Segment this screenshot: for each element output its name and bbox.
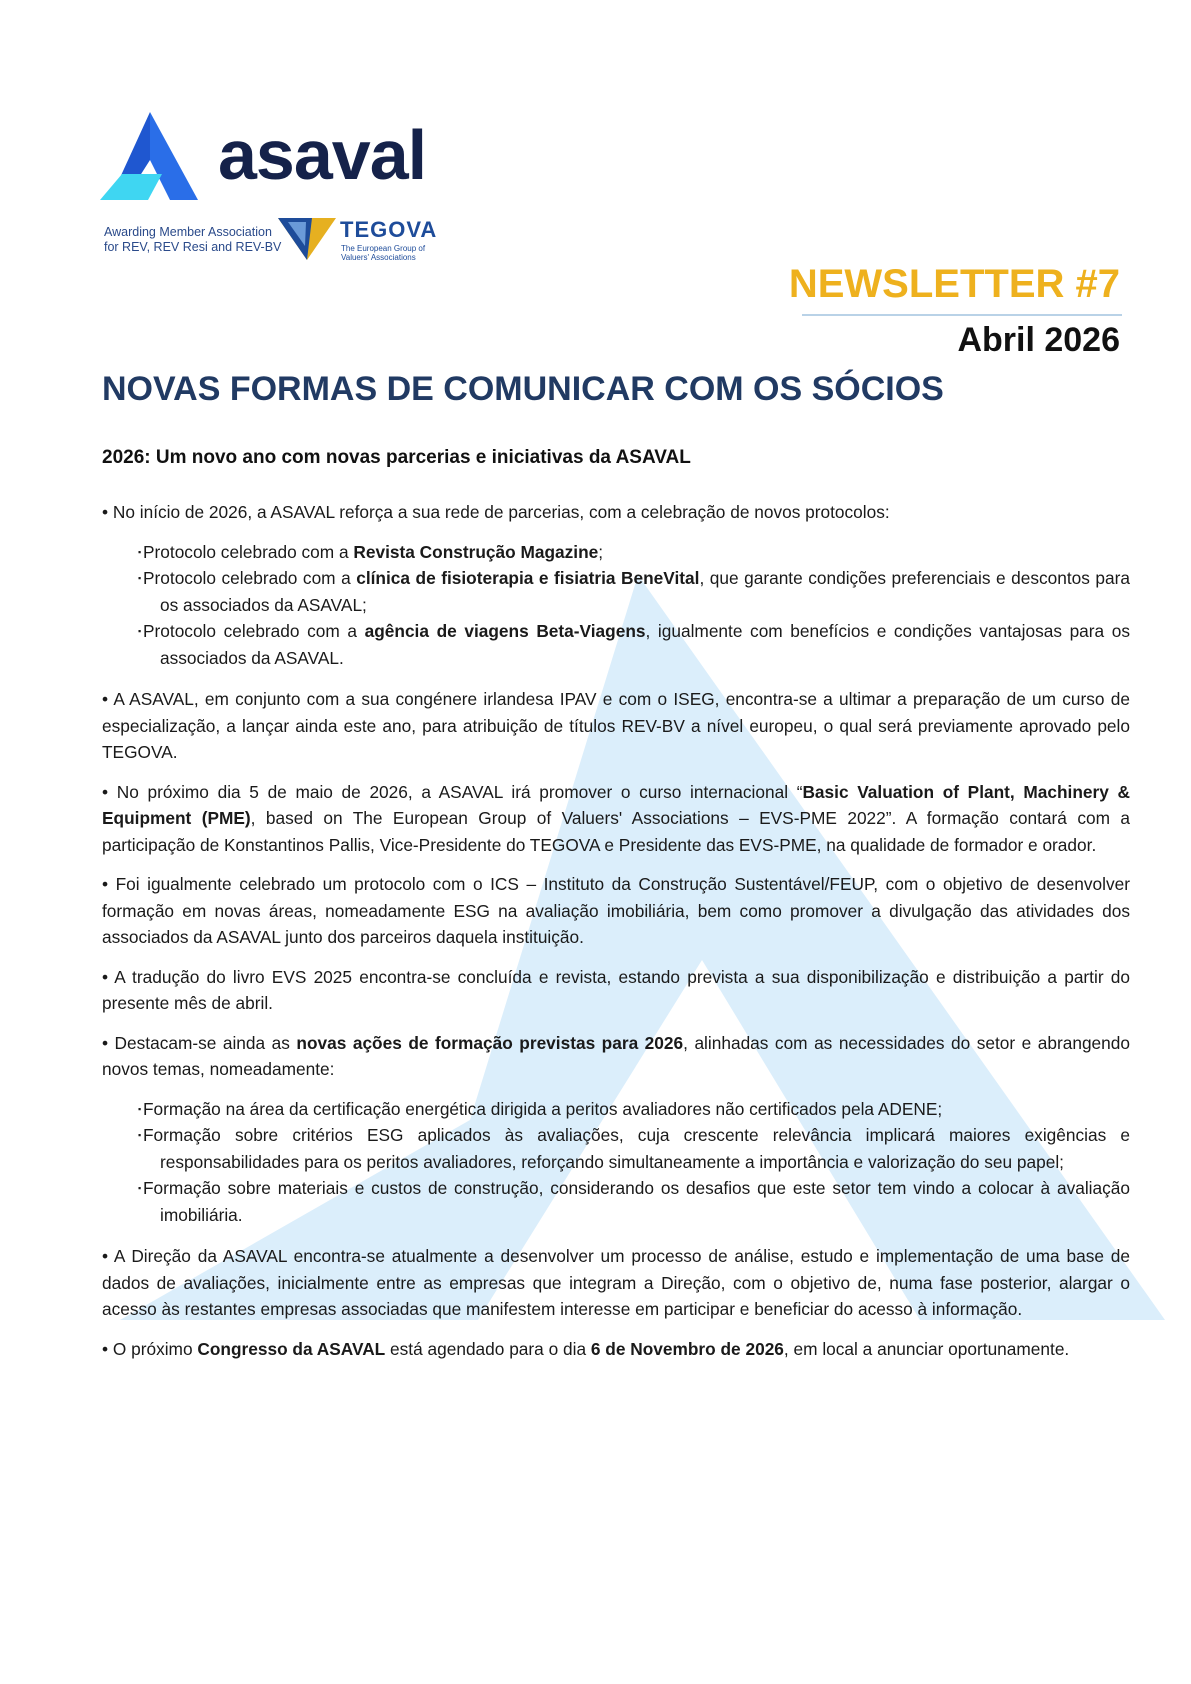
awarding-member-text: Awarding Member Association for REV, REV Resi and REV-BV — [104, 225, 282, 254]
newsletter-divider — [802, 314, 1122, 316]
list-item: ▪ Protocolo celebrado com a Revista Construção Magazine; — [102, 539, 1130, 566]
congress-paragraph: • O próximo Congresso da ASAVAL está agendado para o dia 6 de Novembro de 2026, em local a anunciar oportunamente. — [102, 1338, 1070, 1359]
list-item: ▪ Formação sobre critérios ESG aplicados às avaliações, cuja crescente relevância implicará maiores exigências e responsabilidades para os peritos avaliadores, reforçando simultaneamente a importância e valorização do seu papel; — [102, 1122, 1130, 1175]
asaval-logo-icon — [100, 112, 215, 204]
asaval-logo-text: asaval — [218, 116, 427, 194]
article-body — [102, 499, 1130, 1362]
tegova-name: TEGOVA — [340, 217, 438, 242]
intro-paragraph: • No início de 2026, a ASAVAL reforça a sua rede de parcerias, com a celebração de novos protocolos: — [102, 502, 890, 522]
tegova-subtitle: The European Group of Valuers' Associations — [341, 244, 426, 262]
list-item: ▪ Formação na área da certificação energética dirigida a peritos avaliadores não certificados pela ADENE; — [102, 1096, 1130, 1123]
list-item: ▪ Protocolo celebrado com a agência de viagens Beta-Viagens, igualmente com benefícios e condições vantajosas para os associados da ASAVAL. — [102, 618, 1130, 671]
list-item: ▪ Protocolo celebrado com a clínica de fisioterapia e fisiatria BeneVital, que garante condições preferenciais e descontos para os associados da ASAVAL; — [102, 565, 1130, 618]
newsletter-label: NEWSLETTER #7 — [788, 262, 1120, 306]
database-paragraph: • A Direção da ASAVAL encontra-se atualmente a desenvolver um processo de análise, estudo e implementação de uma base de dados de avaliações, inicialmente entre as empresas que integram a Direção, com o objetivo de, numa fase posterior, alargar o acesso às restantes empresas associadas que manifestem interesse em participar e beneficiar do acesso à informação. — [102, 1246, 1130, 1319]
ics-paragraph: • Foi igualmente celebrado um protocolo com o ICS – Instituto da Construção Sustentável/FEUP, com o objetivo de desenvolver formação em novas áreas, nomeadamente ESG na avaliação imobiliária, bem como promover a divulgação das atividades dos associados da ASAVAL junto dos parceiros daquela instituição. — [102, 874, 1130, 947]
training-list — [102, 1096, 1130, 1229]
training-paragraph: • Destacam-se ainda as novas ações de formação previstas para 2026, alinhadas com as necessidades do setor e abrangendo novos temas, nomeadamente: — [102, 1032, 1131, 1079]
course-paragraph: • No próximo dia 5 de maio de 2026, a ASAVAL irá promover o curso internacional “Basic Valuation of Plant, Machinery & Equipment (PME), based on The European Group of Valuers' Associations – EVS-PME 2022”. A formação contará com a participação de Konstantinos Pallis, Vice-Presidente do TEGOVA e Presidente das EVS-PME, na qualidade de formador e orador. — [102, 781, 1130, 855]
page-title: NOVAS FORMAS DE COMUNICAR COM OS SÓCIOS — [102, 370, 944, 408]
evs-paragraph: • A tradução do livro EVS 2025 encontra-se concluída e revista, estando prevista a sua disponibilização e distribuição a partir do presente mês de abril. — [102, 966, 1130, 1013]
ipav-paragraph: • A ASAVAL, em conjunto com a sua congénere irlandesa IPAV e com o ISEG, encontra-se a ultimar a preparação de um curso de especialização, a lançar ainda este ano, para atribuição de títulos REV-BV a nível europeu, o qual será previamente aprovado pelo TEGOVA. — [102, 689, 1130, 762]
tegova-logo-icon — [278, 216, 336, 262]
protocol-list — [102, 539, 1130, 672]
section-subtitle: 2026: Um novo ano com novas parcerias e iniciativas da ASAVAL — [102, 447, 691, 468]
tegova-logo — [278, 216, 438, 267]
issue-date: Abril 2026 — [957, 321, 1120, 359]
list-item: ▪ Formação sobre materiais e custos de construção, considerando os desafios que este setor tem vindo a colocar à avaliação imobiliária. — [102, 1175, 1130, 1228]
asaval-logo — [100, 112, 427, 204]
